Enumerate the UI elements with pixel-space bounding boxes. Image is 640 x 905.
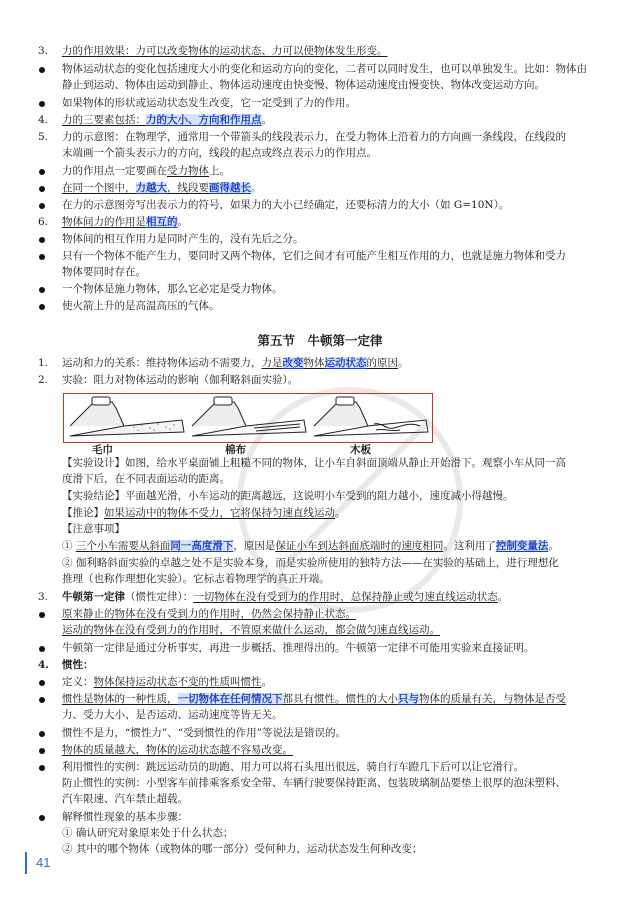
bullet-icon [39,254,45,260]
list-number: 1. [38,357,49,369]
item-text: 上。 [209,165,230,177]
underlined-text: 物体间力的作用是 [62,216,146,228]
item-text: 力的作用效果：力可以改变物体的运动状态、力可以使物体发生形变。 [62,45,388,57]
bullet-icon [39,646,45,652]
item-text: （惯性定律）： [125,591,194,603]
bullet-icon [39,169,45,175]
page-number: 41 [36,855,51,870]
item-text: 。 [497,591,509,603]
item-text: 。 [261,676,272,688]
underlined-text: 力是 [261,357,283,369]
bullet-icon [39,203,45,209]
highlight-text: 只与 [398,693,419,705]
item-text: 惯性不是力，“惯性力”、“受到惯性的作用”等说法是错误的。 [62,727,346,739]
item-text: ① 确认研究对象原来处于什么状态； [62,827,234,839]
underlined-text: 如果运动中的物体不受力，它将保持匀速直线运动 [104,507,335,519]
highlight-text: 画得越长 [209,182,251,194]
highlight-text: 一切物体在任何情况下 [177,693,283,705]
experiment-figure [63,393,433,443]
highlight-text: 改变 [282,357,304,369]
item-text: 【注意事项】 [62,523,125,535]
item-text: 。 [548,540,559,552]
item-text: 物体运动状态的变化包括速度大小的变化和运动方向的变化，二者可以同时发生，也可以单独发生。比如：物体由 [62,63,587,75]
item-text: 力的三要素包括： [62,114,146,126]
bullet-icon [39,748,45,754]
item-text: 在力的示意图旁写出表示力的符号，如果力的大小已经确定，还要标清力的大小（如 G=10N）。 [62,199,510,211]
item-text: 静止到运动、物体由运动到静止、物体运动速度由快变慢、物体运动速度由慢变快、物体改变运动方向。 [62,79,545,91]
underlined-text: 三个小车需要从斜面 [75,540,171,552]
item-text: 【实验结论】平面越光滑，小车运动的距离越远，这说明小车受到的阻力越小，速度减小得越慢。 [62,490,514,502]
incline-diagram [64,394,432,442]
item-text: 力的示意图：在物理学，通常用一个带箭头的线段表示力，在受力物体上沿着力的方向画一条线段，在线段的 [62,131,566,143]
underlined-text: 一切物体在没有受到力的作用时，总保持静止或匀速直线运动状态 [193,591,498,603]
item-text: 。 [177,216,188,228]
bullet-icon [39,287,45,293]
list-number: 2. [38,374,49,386]
item-text: 运动的物体在没有受到力的作用时，不管原来做什么运动，都会做匀速直线运动。 [62,624,440,636]
underlined-text: 都具有惯性。 [282,693,346,705]
item-text: 度滑下后，在不同表面运动的距离。 [62,473,230,485]
list-number: 4. [38,114,49,126]
item-text: 一个物体是施力物体，那么它必定是受力物体。 [62,283,283,295]
item-text: 原来静止的物体在没有受到力的作用时，仍然会保持静止状态。 [62,608,356,620]
item-text: 防止惯性的实例：小型客车前排乘客系安全带、车辆行驶要保持距离、包装玻璃制品要垫上很厚的泡沫塑料、 [62,777,566,789]
underlined-text: 在同一个图中， [62,182,136,194]
figure-label-cotton: 棉布 [225,444,246,456]
item-text: 惯性： [62,659,94,671]
item-text: 如果物体的形状或运动状态发生改变，它一定受到了力的作用。 [62,97,356,109]
underlined-text: 受力物体 [167,165,209,177]
bold-text: 牛顿第一定律 [62,591,125,603]
bullet-icon [39,612,45,618]
item-text: 推理（也称作理想化实验）。它标志着物理学的真正开端。 [62,573,330,585]
item-text: 解释惯性现象的基本步骤： [62,811,188,823]
highlight-text: 运动状态 [324,357,367,369]
underlined-text: ，线段要 [167,182,209,194]
section-title: 第五节 牛顿第一定律 [257,333,383,348]
figure-label-towel: 毛巾 [92,444,113,456]
highlight-text: 力的大小、方向和作用点 [146,114,262,126]
list-number: 4. [38,659,49,671]
highlight-text: 相互的 [146,216,178,228]
bullet-icon [39,186,45,192]
item-text: 使火箭上升的是高温高压的气体。 [62,300,220,312]
item-text: 只有一个物体不能产生力，要同时又两个物体，它们之间才有可能产生相互作用的力，也就是施力物体和受力 [62,250,566,262]
bullet-icon [39,237,45,243]
highlight-text: 同一高度滑下 [170,540,234,552]
underlined-text: 物体保持运动状态不变的性质叫惯性 [93,676,262,688]
item-text: ② 伽利略斜面实验的卓越之处不是实验本身，而是实验所使用的独特方法——在实验的基础上，进行理想化 [62,557,559,569]
item-text: 。 [251,182,262,194]
list-number: 3. [38,45,49,57]
list-number: 3. [38,591,49,603]
item-text: 利用惯性的实例：跳远运动员的助跑、用力可以将石头甩出很远、骑自行车蹬几下后可以让它滑行。 [62,761,524,773]
item-text: 。 [398,357,409,369]
underlined-text: 物体的质量有关，与物体是否受 [419,693,566,705]
item-text: 【推论】 [62,507,104,519]
list-number: 5. [38,131,49,143]
bullet-icon [39,765,45,771]
item-text: 。 [335,507,346,519]
item-text: 物体要同时存在。 [62,266,146,278]
figure-label-wood: 木板 [350,444,371,456]
item-text: 运动和力的关系：维持物体运动不需要力， [62,357,262,369]
item-text: 。 [261,114,272,126]
item-text: ，原因是 [233,540,276,552]
item-text: 力、受力大小、是否运动、运动速度等皆无关。 [62,709,283,721]
item-text: 物体的质量越大，物体的运动状态越不容易改变。 [62,744,293,756]
bullet-icon [39,731,45,737]
item-text: 力的作用点一定要画在 [62,165,167,177]
bullet-icon [39,815,45,821]
item-text: 物体间的相互作用力是同时产生的，没有先后之分。 [62,233,304,245]
item-text: ① [62,540,76,552]
highlight-text: 力越大 [135,182,167,194]
item-text: 定义： [62,676,94,688]
item-text: 汽车限速、汽车禁止超载。 [62,793,188,805]
underlined-text: 保证小车到达斜面底端时的速度相同 [275,540,444,552]
list-number: 6. [38,216,49,228]
bullet-icon [39,304,45,310]
underlined-text: 的原因 [366,357,398,369]
bullet-icon [39,697,45,703]
item-text: 【实验设计】如图，给水平桌面铺上粗糙不同的物体，让小车自斜面顶端从静止开始滑下。观察小车从同一高 [62,457,566,469]
item-text: 末端画一个箭头表示力的方向，线段的起点或终点表示力的作用点。 [62,147,377,159]
underlined-text: 物体 [303,357,325,369]
highlight-text: 控制变量法 [495,540,549,552]
underlined-text: 惯性是物体的一种性质， [62,693,178,705]
underlined-text: 惯性的大小 [345,693,398,705]
item-text: 实验：阻力对物体运动的影响（伽利略斜面实验）。 [62,374,299,386]
footer-accent-bar [25,852,27,874]
item-text: 牛顿第一定律是通过分析事实，再进一步概括、推理得出的。牛顿第一定律不可能用实验来直接证明。 [62,642,535,654]
bullet-icon [39,680,45,686]
bullet-icon [39,67,45,73]
item-text: 。这利用了 [443,540,496,552]
item-text: ② 其中的哪个物体（或物体的哪一部分）受何种力，运动状态发生何种改变； [62,843,423,855]
bullet-icon [39,101,45,107]
